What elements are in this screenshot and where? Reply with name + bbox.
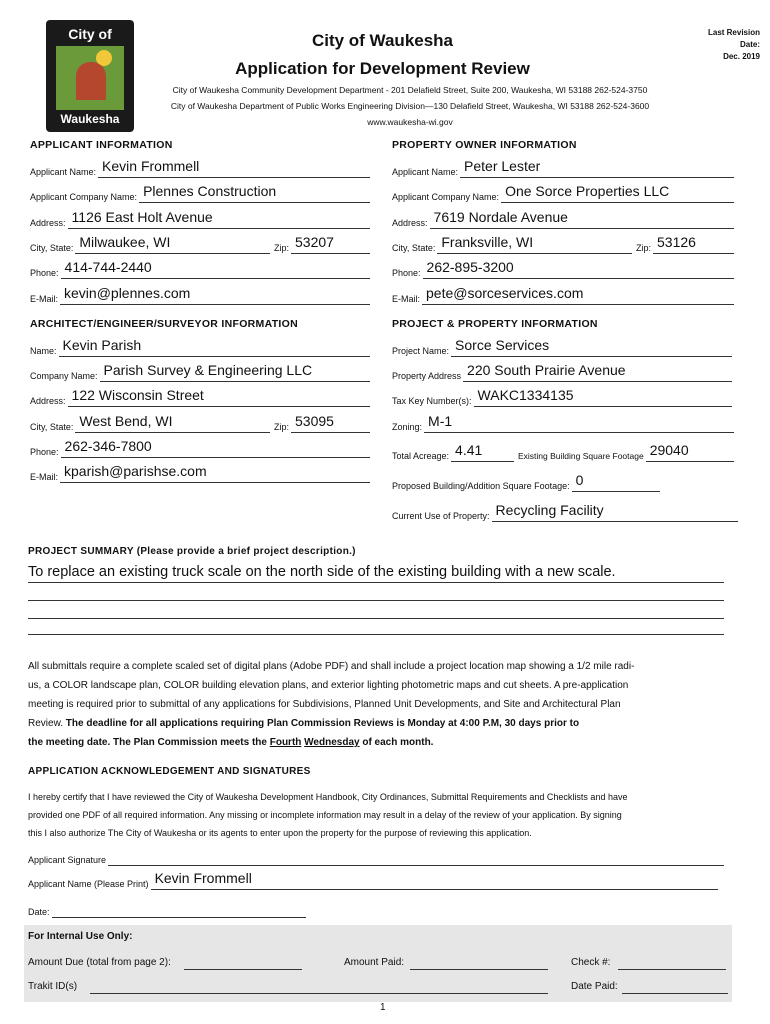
- architect-zip-label: Zip:: [274, 422, 290, 432]
- applicant-company-value: Plennes Construction: [143, 183, 277, 199]
- date-paid-field[interactable]: [622, 982, 728, 994]
- submittal-line-5: [28, 733, 740, 752]
- project-address-value: 220 South Prairie Avenue: [467, 362, 626, 378]
- check-field[interactable]: [618, 958, 726, 970]
- internal-heading: For Internal Use Only:: [28, 931, 133, 942]
- project-sqft-field[interactable]: [646, 440, 734, 462]
- project-tax-field[interactable]: [474, 385, 732, 407]
- revision-label: Last Revision: [707, 28, 760, 37]
- architect-city-field[interactable]: [75, 411, 270, 433]
- submittal-line-1: All submittals require a complete scaled set of digital plans (Adobe PDF) and shall include a project location map showing a 1/2 mile radi-: [28, 661, 635, 672]
- trakit-field[interactable]: [90, 982, 548, 994]
- owner-company-row: [392, 181, 734, 203]
- date-field[interactable]: [52, 896, 306, 918]
- project-proposed-label: Proposed Building/Addition Square Footage:: [392, 481, 570, 491]
- amount-paid-field[interactable]: [410, 958, 548, 970]
- applicant-address-row: [30, 207, 370, 229]
- print-name-value: Kevin Frommell: [154, 870, 252, 886]
- project-zoning-value: M-1: [428, 413, 453, 429]
- applicant-address-field[interactable]: [68, 207, 370, 229]
- summary-line-4[interactable]: [28, 619, 724, 635]
- contact-line-2: City of Waukesha Department of Public Works Engineering Division—130 Delafield Street, Waukesha, WI 53188 262-524-3600: [170, 101, 650, 111]
- applicant-phone-value: 414-744-2440: [64, 259, 152, 275]
- date-paid-label: Date Paid:: [571, 981, 618, 992]
- applicant-company-row: [30, 181, 370, 203]
- architect-name-label: Name:: [30, 346, 57, 356]
- architect-zip-row: [274, 411, 370, 433]
- project-name-label: Project Name:: [392, 346, 450, 356]
- architect-city-row: [30, 411, 270, 433]
- architect-city-value: West Bend, WI: [79, 413, 173, 429]
- date-label: Date:: [28, 907, 50, 917]
- page-number: 1: [380, 1002, 386, 1013]
- applicant-name-value: Kevin Frommell: [102, 158, 200, 174]
- owner-city-label: City, State:: [392, 243, 436, 253]
- owner-name-row: [392, 156, 734, 178]
- print-name-label: Applicant Name (Please Print): [28, 879, 149, 889]
- owner-email-row: [392, 283, 734, 305]
- architect-email-row: [30, 461, 370, 483]
- acknowledgement-text: [28, 788, 740, 842]
- architect-name-value: Kevin Parish: [62, 337, 142, 353]
- architect-email-label: E-Mail:: [30, 472, 59, 482]
- owner-phone-value: 262-895-3200: [426, 259, 514, 275]
- project-address-field[interactable]: [463, 360, 732, 382]
- architect-address-label: Address:: [30, 396, 66, 406]
- internal-use-box: [24, 925, 732, 1002]
- owner-address-label: Address:: [392, 218, 428, 228]
- project-name-field[interactable]: [451, 335, 732, 357]
- contact-info: [120, 82, 700, 130]
- applicant-name-row: [30, 156, 370, 178]
- amount-due-label: Amount Due (total from page 2):: [28, 957, 171, 968]
- project-proposed-field[interactable]: [572, 470, 660, 492]
- summary-line-3[interactable]: [28, 601, 724, 619]
- contact-line-3: www.waukesha-wi.gov: [367, 117, 453, 127]
- applicant-name-label: Applicant Name:: [30, 167, 97, 177]
- applicant-heading: APPLICANT INFORMATION: [30, 139, 173, 151]
- owner-company-value: One Sorce Properties LLC: [505, 183, 670, 199]
- architect-company-row: [30, 360, 370, 382]
- architect-phone-field[interactable]: [61, 436, 370, 458]
- revision-date: Dec. 2019: [723, 52, 760, 61]
- project-tax-value: WAKC1334135: [477, 387, 574, 403]
- project-sqft-value: 29040: [649, 442, 689, 458]
- title-line-1: City of Waukesha: [311, 31, 454, 50]
- architect-email-value: kparish@parishse.com: [64, 463, 207, 479]
- project-use-field[interactable]: [492, 500, 738, 522]
- architect-zip-field[interactable]: [291, 411, 370, 433]
- project-use-value: Recycling Facility: [495, 502, 604, 518]
- architect-company-label: Company Name:: [30, 371, 98, 381]
- signature-label: Applicant Signature: [28, 855, 107, 865]
- applicant-phone-field[interactable]: [61, 257, 370, 279]
- owner-email-label: E-Mail:: [392, 294, 421, 304]
- owner-name-field[interactable]: [460, 156, 734, 178]
- page-title: [230, 27, 535, 83]
- owner-name-value: Peter Lester: [464, 158, 541, 174]
- amount-due-field[interactable]: [184, 958, 302, 970]
- architect-heading: ARCHITECT/ENGINEER/SURVEYOR INFORMATION: [30, 318, 298, 330]
- applicant-email-label: E-Mail:: [30, 294, 59, 304]
- signature-row: [28, 844, 724, 866]
- architect-city-label: City, State:: [30, 422, 74, 432]
- submittal-line-3: meeting is required prior to submittal of any applications for Subdivisions, Planned Unit Developments, and Site and Architectural Plan: [28, 699, 621, 710]
- architect-phone-label: Phone:: [30, 447, 59, 457]
- applicant-zip-field[interactable]: [291, 232, 370, 254]
- ack-line-3: this I also authorize The City of Waukesha or its agents to enter upon the property for the purpose of reviewing this application.: [28, 828, 532, 838]
- applicant-company-field[interactable]: [139, 181, 370, 203]
- project-sqft-label: Existing Building Square Footage: [518, 451, 644, 461]
- project-name-value: Sorce Services: [455, 337, 550, 353]
- owner-phone-row: [392, 257, 734, 279]
- project-zoning-row: [392, 411, 734, 433]
- owner-city-field[interactable]: [437, 232, 632, 254]
- applicant-address-value: 1126 East Holt Avenue: [71, 209, 213, 225]
- project-acreage-value: 4.41: [455, 442, 483, 458]
- applicant-address-label: Address:: [30, 218, 66, 228]
- project-tax-row: [392, 385, 732, 407]
- owner-address-field[interactable]: [430, 207, 734, 229]
- owner-phone-field[interactable]: [423, 257, 734, 279]
- applicant-email-value: kevin@plennes.com: [64, 285, 191, 301]
- owner-zip-label: Zip:: [636, 243, 652, 253]
- applicant-zip-label: Zip:: [274, 243, 290, 253]
- title-line-2: Application for Development Review: [235, 59, 530, 78]
- project-sqft-row: [518, 440, 734, 462]
- architect-address-field[interactable]: [68, 385, 370, 407]
- signature-field[interactable]: [108, 844, 724, 866]
- owner-heading: PROPERTY OWNER INFORMATION: [392, 139, 577, 151]
- submittal-review-word: Review.: [28, 718, 64, 729]
- logo-building: [76, 62, 106, 100]
- owner-email-value: pete@sorceservices.com: [426, 285, 584, 301]
- submittal-requirements: [28, 657, 740, 752]
- logo-top-text: City of: [68, 26, 112, 42]
- revision-date-label: Date:: [739, 40, 760, 49]
- applicant-city-row: [30, 232, 270, 254]
- logo-bottom-text: Waukesha: [60, 112, 120, 126]
- owner-address-value: 7619 Nordale Avenue: [433, 209, 568, 225]
- print-name-field[interactable]: [151, 868, 718, 890]
- meeting-text-a: the meeting date. The Plan Commission meets the: [28, 737, 267, 748]
- project-acreage-row: [392, 440, 514, 462]
- ack-line-1: I hereby certify that I have reviewed the City of Waukesha Development Handbook, City Ordinances, Submittal Requirements and Checklists and have: [28, 792, 628, 802]
- owner-address-row: [392, 207, 734, 229]
- applicant-email-field[interactable]: [60, 283, 370, 305]
- summary-heading: PROJECT SUMMARY (Please provide a brief project description.): [28, 546, 356, 557]
- project-name-row: [392, 335, 732, 357]
- project-zoning-field[interactable]: [424, 411, 734, 433]
- project-address-row: [392, 360, 732, 382]
- ack-line-2: provided one PDF of all required information. Any missing or incomplete information may result in a delay of the review of your application. By signing: [28, 810, 622, 820]
- acknowledgement-heading: APPLICATION ACKNOWLEDGEMENT AND SIGNATURES: [28, 766, 311, 777]
- owner-name-label: Applicant Name:: [392, 167, 459, 177]
- applicant-company-label: Applicant Company Name:: [30, 192, 138, 202]
- deadline-text: The deadline for all applications requiring Plan Commission Reviews is Monday at 4:00 P.M, 30 days prior to: [65, 718, 580, 729]
- applicant-zip-row: [274, 232, 370, 254]
- project-zoning-label: Zoning:: [392, 422, 423, 432]
- contact-line-1: City of Waukesha Community Development Department - 201 Delafield Street, Suite 200, Waukesha, WI 53188 262-524-3750: [172, 85, 648, 95]
- owner-zip-row: [636, 232, 734, 254]
- applicant-phone-label: Phone:: [30, 268, 59, 278]
- owner-zip-value: 53126: [657, 234, 696, 250]
- architect-email-field[interactable]: [60, 461, 370, 483]
- logo-scene: [56, 46, 124, 110]
- project-address-label: Property Address: [392, 371, 462, 381]
- architect-address-value: 122 Wisconsin Street: [71, 387, 204, 403]
- applicant-city-field[interactable]: [75, 232, 270, 254]
- summary-line-2[interactable]: [28, 583, 724, 601]
- date-row: [28, 896, 306, 918]
- check-label: Check #:: [571, 957, 611, 968]
- owner-email-field[interactable]: [422, 283, 734, 305]
- architect-phone-row: [30, 436, 370, 458]
- project-proposed-value: 0: [575, 472, 584, 488]
- summary-line-1[interactable]: [28, 563, 724, 583]
- trakit-label: Trakit ID(s): [28, 981, 78, 992]
- architect-phone-value: 262-346-7800: [64, 438, 152, 454]
- architect-company-field[interactable]: [100, 360, 370, 382]
- owner-city-value: Franksville, WI: [441, 234, 534, 250]
- submittal-line-4: [28, 714, 740, 733]
- meeting-text-fourth: Fourth: [269, 737, 302, 748]
- architect-address-row: [30, 385, 370, 407]
- revision-block: [660, 27, 760, 63]
- amount-paid-label: Amount Paid:: [344, 957, 405, 968]
- project-heading: PROJECT & PROPERTY INFORMATION: [392, 318, 598, 330]
- print-name-row: [28, 868, 718, 890]
- submittal-line-2: us, a COLOR landscape plan, COLOR building elevation plans, and exterior lighting photometric maps and cut sheets. A pre-application: [28, 680, 629, 691]
- summary-text: To replace an existing truck scale on the north side of the existing building with a new scale.: [28, 564, 616, 580]
- applicant-city-value: Milwaukee, WI: [79, 234, 171, 250]
- project-proposed-row: [392, 470, 660, 492]
- project-use-row: [392, 500, 738, 522]
- applicant-email-row: [30, 283, 370, 305]
- project-acreage-field[interactable]: [451, 440, 514, 462]
- applicant-name-field[interactable]: [98, 156, 370, 178]
- applicant-city-label: City, State:: [30, 243, 74, 253]
- applicant-phone-row: [30, 257, 370, 279]
- owner-city-row: [392, 232, 632, 254]
- architect-zip-value: 53095: [295, 413, 334, 429]
- project-use-label: Current Use of Property:: [392, 511, 490, 521]
- architect-name-row: [30, 335, 370, 357]
- meeting-text-wednesday: Wednesday: [304, 737, 360, 748]
- applicant-zip-value: 53207: [295, 234, 334, 250]
- meeting-text-d: of each month.: [362, 737, 434, 748]
- owner-zip-field[interactable]: [653, 232, 734, 254]
- architect-name-field[interactable]: [59, 335, 370, 357]
- owner-phone-label: Phone:: [392, 268, 421, 278]
- owner-company-field[interactable]: [501, 181, 734, 203]
- project-tax-label: Tax Key Number(s):: [392, 396, 472, 406]
- architect-company-value: Parish Survey & Engineering LLC: [103, 362, 313, 378]
- owner-company-label: Applicant Company Name:: [392, 192, 500, 202]
- project-acreage-label: Total Acreage:: [392, 451, 450, 461]
